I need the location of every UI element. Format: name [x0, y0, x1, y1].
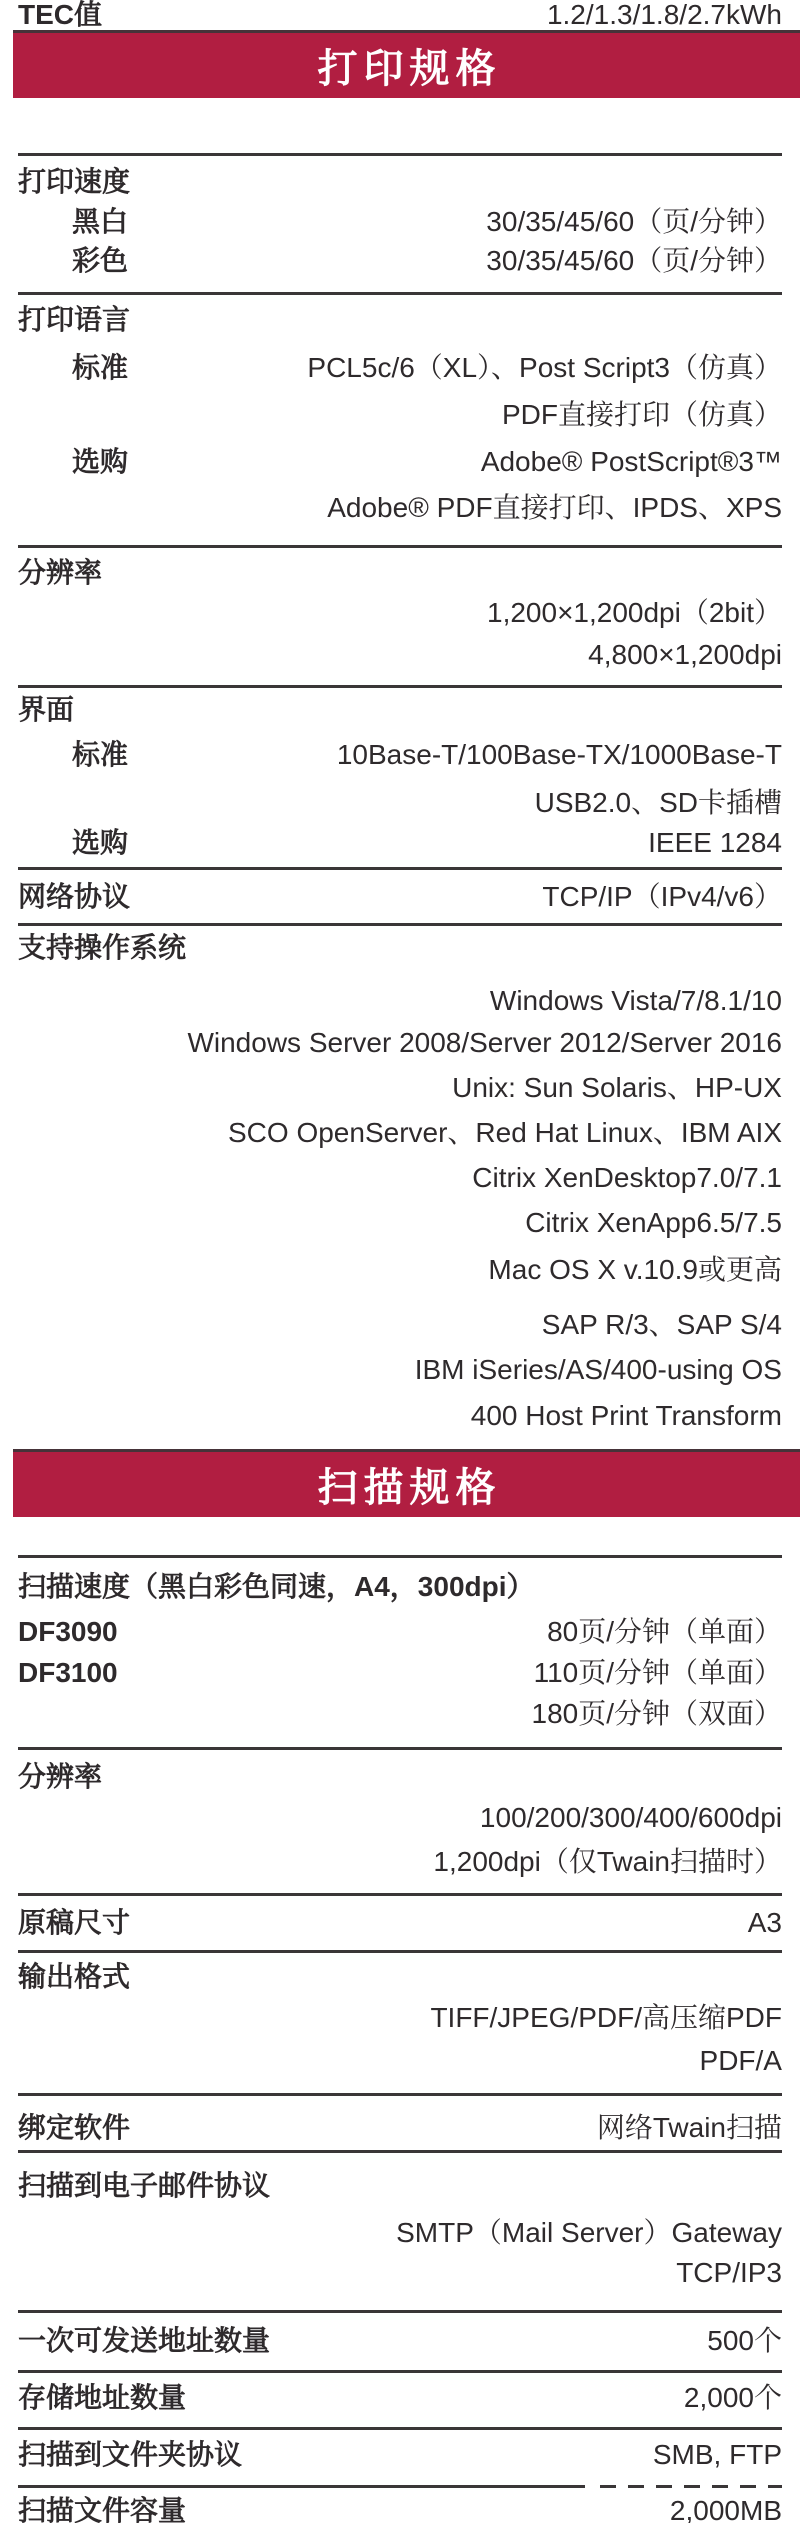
- row-value: 10Base-T/100Base-TX/1000Base-T: [336, 739, 782, 770]
- row-value: TCP/IP（IPv4/v6）: [542, 881, 782, 912]
- spec-row: [18, 928, 782, 968]
- row-value: A3: [747, 1907, 782, 1938]
- row-label: 黑白: [72, 206, 129, 237]
- row-label: 选购: [72, 827, 129, 858]
- divider: [18, 1747, 782, 1750]
- spec-row: [18, 300, 782, 340]
- spec-row: [18, 1113, 782, 1153]
- spec-row: [18, 1350, 782, 1390]
- spec-row: [18, 162, 782, 202]
- row-value: 网络Twain扫描: [596, 2112, 782, 2143]
- divider: [18, 2485, 585, 2488]
- row-value: SCO OpenServer、Red Hat Linux、IBM AIX: [228, 1117, 782, 1148]
- spec-row: [18, 1305, 782, 1345]
- spec-row: [18, 442, 782, 482]
- spec-row: [18, 2491, 782, 2523]
- spec-row: [18, 202, 782, 242]
- spec-row: [18, 1957, 782, 1997]
- spec-row: [18, 1842, 782, 1882]
- row-value: 100/200/300/400/600dpi: [479, 1802, 782, 1833]
- row-value: 2,000MB: [669, 2495, 782, 2523]
- row-label: 扫描到文件夹协议: [18, 2439, 243, 2470]
- row-value: 1.2/1.3/1.8/2.7kWh: [546, 0, 782, 30]
- row-label: 打印语言: [18, 304, 131, 335]
- divider: [18, 153, 782, 156]
- row-label: 网络协议: [18, 881, 131, 912]
- row-value: 2,000个: [683, 2382, 782, 2413]
- row-label: 分辨率: [18, 1761, 103, 1792]
- spec-row: [18, 1798, 782, 1838]
- row-label: 扫描到电子邮件协议: [18, 2170, 271, 2201]
- row-label: 选购: [72, 446, 129, 477]
- row-value: 30/35/45/60（页/分钟）: [486, 245, 782, 276]
- row-value: 1,200×1,200dpi（2bit）: [487, 597, 782, 628]
- row-label: DF3090: [18, 1616, 118, 1647]
- row-label: 标准: [72, 739, 129, 770]
- spec-row: [18, 488, 782, 528]
- spec-row: [18, 1250, 782, 1290]
- row-label: 分辨率: [18, 557, 103, 588]
- spec-row: [18, 1757, 782, 1797]
- row-value: Windows Vista/7/8.1/10: [489, 985, 782, 1016]
- spec-row: [18, 635, 782, 675]
- spec-row: [18, 348, 782, 388]
- spec-row: [18, 241, 782, 281]
- spec-row: [18, 877, 782, 917]
- spec-row: [18, 1694, 782, 1734]
- row-value: PCL5c/6（XL）、Post Script3（仿真）: [307, 352, 782, 383]
- row-value: 400 Host Print Transform: [470, 1400, 782, 1431]
- row-value: TIFF/JPEG/PDF/高压缩PDF: [430, 2002, 782, 2033]
- spec-row: [18, 1396, 782, 1436]
- spec-row: [18, 395, 782, 435]
- spec-row: [18, 1158, 782, 1198]
- divider: [18, 1555, 782, 1558]
- spec-row: [18, 2378, 782, 2418]
- row-value: 180页/分钟（双面）: [531, 1698, 782, 1729]
- row-value: PDF/A: [699, 2045, 782, 2076]
- spec-row: [18, 1203, 782, 1243]
- spec-row: [18, 2041, 782, 2081]
- divider: [18, 685, 782, 688]
- divider: [18, 1950, 782, 1953]
- row-value: Mac OS X v.10.9或更高: [488, 1254, 782, 1285]
- spec-row: [18, 593, 782, 633]
- row-value: 80页/分钟（单面）: [547, 1616, 782, 1647]
- row-label: 一次可发送地址数量: [18, 2325, 271, 2356]
- row-value: IEEE 1284: [648, 827, 782, 858]
- row-label: 原稿尺寸: [18, 1907, 131, 1938]
- row-label: DF3100: [18, 1657, 118, 1688]
- print-spec-banner: [13, 30, 800, 98]
- spec-row: [18, 783, 782, 823]
- row-value: 4,800×1,200dpi: [588, 639, 782, 670]
- divider: [18, 1893, 782, 1896]
- divider: [18, 867, 782, 870]
- row-label: 支持操作系统: [18, 932, 187, 963]
- row-value: Adobe® PostScript®3™: [480, 446, 782, 477]
- divider: [18, 292, 782, 295]
- spec-row: [18, 1023, 782, 1063]
- divider: [18, 2310, 782, 2313]
- print-spec-banner-title: 打印规格: [317, 47, 502, 91]
- row-value: 1,200dpi（仅Twain扫描时）: [433, 1846, 782, 1877]
- divider: [18, 2427, 782, 2430]
- scan-spec-banner: [13, 1449, 800, 1517]
- row-label: 打印速度: [18, 166, 131, 197]
- row-value: Unix: Sun Solaris、HP-UX: [452, 1072, 782, 1103]
- row-value: IBM iSeries/AS/400-using OS: [414, 1354, 782, 1385]
- row-label: 绑定软件: [18, 2112, 131, 2143]
- row-label: 标准: [72, 352, 129, 383]
- divider: [18, 2370, 782, 2373]
- row-label: 界面: [18, 694, 75, 725]
- spec-row: [18, 735, 782, 775]
- row-value: Windows Server 2008/Server 2012/Server 2016: [187, 1027, 782, 1058]
- spec-row: [18, 2321, 782, 2361]
- row-label: 扫描速度（黑白彩色同速，A4，300dpi）: [18, 1571, 535, 1602]
- row-value: PDF直接打印（仿真）: [501, 399, 782, 430]
- row-value: Adobe® PDF直接打印、IPDS、XPS: [327, 492, 782, 523]
- spec-row: [18, 1068, 782, 1108]
- divider: [600, 2485, 782, 2488]
- row-label: 输出格式: [18, 1961, 131, 1992]
- row-value: SMTP（Mail Server）Gateway: [396, 2217, 782, 2248]
- row-value: SAP R/3、SAP S/4: [541, 1309, 782, 1340]
- spec-row: [18, 981, 782, 1021]
- spec-row: [18, 2435, 782, 2475]
- row-value: USB2.0、SD卡插槽: [534, 787, 782, 818]
- row-value: Citrix XenDesktop7.0/7.1: [472, 1162, 782, 1193]
- scan-spec-banner-title: 扫描规格: [317, 1466, 502, 1510]
- spec-row: [18, 1998, 782, 2038]
- spec-row: [18, 823, 782, 863]
- row-value: SMB, FTP: [652, 2439, 782, 2470]
- row-value: Citrix XenApp6.5/7.5: [525, 1207, 782, 1238]
- row-value: 30/35/45/60（页/分钟）: [486, 206, 782, 237]
- spec-row: [18, 2166, 782, 2206]
- row-value: 500个: [707, 2325, 782, 2356]
- row-label: TEC值: [18, 0, 103, 30]
- row-label: 彩色: [72, 245, 129, 276]
- spec-row: [18, 1567, 782, 1607]
- divider: [18, 2093, 782, 2096]
- divider: [18, 923, 782, 926]
- spec-row: [18, 2108, 782, 2148]
- spec-row: [18, 1653, 782, 1693]
- spec-row: [18, 2213, 782, 2253]
- row-label: 扫描文件容量: [18, 2495, 187, 2523]
- spec-row: [18, 553, 782, 593]
- spec-row: [18, 2253, 782, 2293]
- spec-row: [18, 690, 782, 730]
- divider: [18, 2150, 782, 2153]
- divider: [18, 545, 782, 548]
- spec-row: [18, 1903, 782, 1943]
- spec-row: [18, 1612, 782, 1652]
- row-value: 110页/分钟（单面）: [533, 1657, 782, 1688]
- row-value: TCP/IP3: [676, 2257, 782, 2288]
- row-label: 存储地址数量: [18, 2382, 187, 2413]
